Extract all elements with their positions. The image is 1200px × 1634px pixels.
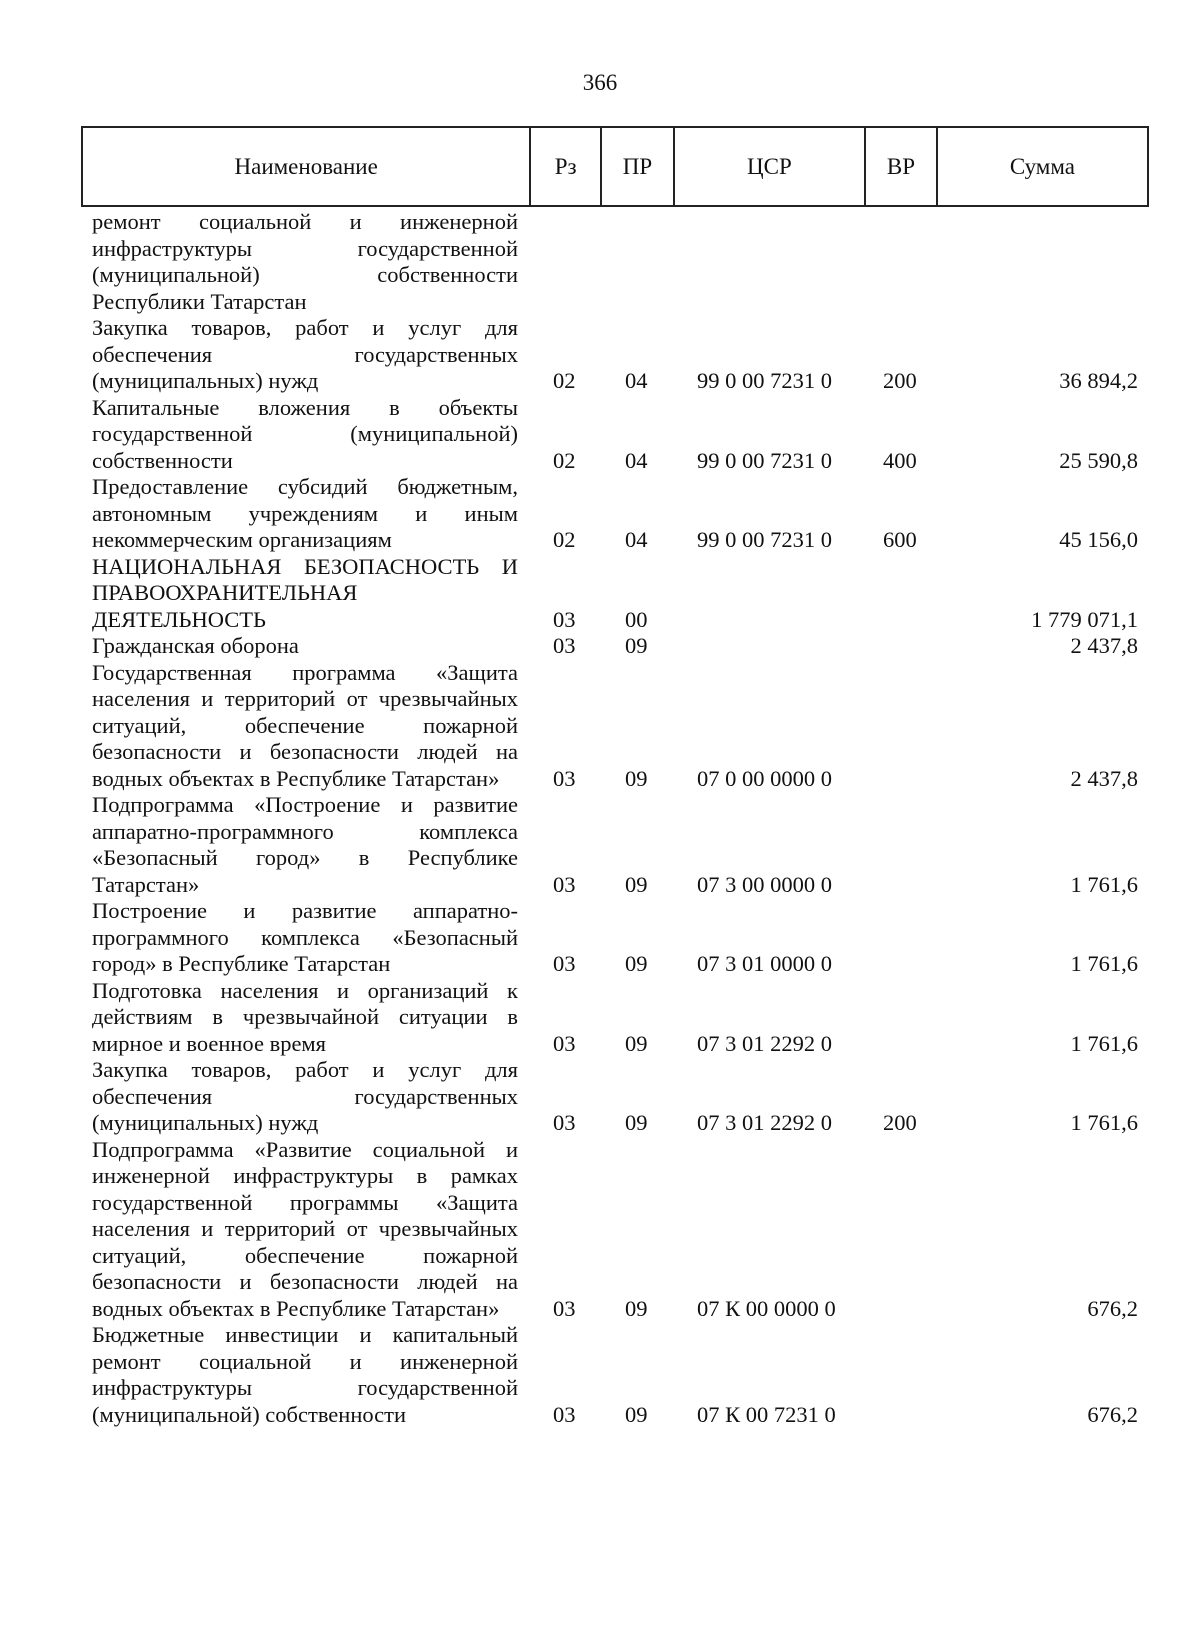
row-sum: 2 437,8 bbox=[1070, 765, 1138, 791]
row-pr: 09 bbox=[625, 871, 648, 897]
row-rz: 03 bbox=[553, 633, 576, 658]
row-sum: 1 761,6 bbox=[1070, 1110, 1138, 1135]
row-vr: 400 bbox=[883, 447, 917, 473]
page-number: 366 bbox=[582, 70, 618, 95]
row-pr: 09 bbox=[625, 633, 648, 658]
row-sum: 2 437,8 bbox=[1070, 633, 1138, 658]
row-name: Подпрограмма «Построение и развитие аппаратно-программного комплекса «Безопасный город» в Республике Татарстан» bbox=[92, 792, 518, 897]
row-sum: 1 761,6 bbox=[1070, 1030, 1138, 1056]
table-row bbox=[0, 1322, 1200, 1428]
row-pr: 04 bbox=[625, 447, 648, 473]
table-row bbox=[0, 315, 1200, 395]
header-rz: Рз bbox=[531, 128, 602, 205]
row-csr: 99 0 00 7231 0 bbox=[697, 368, 832, 393]
table-row bbox=[0, 474, 1200, 554]
row-sum: 676,2 bbox=[1087, 1295, 1138, 1321]
row-pr: 04 bbox=[625, 527, 648, 552]
row-name: ремонт социальной и инженерной инфраструктуры государственной (муниципальной) собственности Республики Татарстан bbox=[92, 209, 518, 314]
row-sum: 1 761,6 bbox=[1070, 951, 1138, 976]
row-name: Государственная программа «Защита населения и территорий от чрезвычайных ситуаций, обеспечение пожарной безопасности и безопасности людей на водных объектах в Республике Татарстан» bbox=[92, 659, 518, 791]
row-name: Капитальные вложения в объекты государственной (муниципальной) собственности bbox=[92, 394, 518, 473]
row-name: Подготовка населения и организаций к действиям в чрезвычайной ситуации в мирное и военное время bbox=[92, 977, 518, 1056]
row-sum: 25 590,8 bbox=[1059, 447, 1138, 473]
table-header bbox=[81, 126, 1149, 207]
row-vr: 200 bbox=[883, 368, 917, 393]
row-pr: 00 bbox=[625, 606, 648, 632]
row-rz: 03 bbox=[553, 606, 576, 632]
row-rz: 03 bbox=[553, 1295, 576, 1321]
row-pr: 09 bbox=[625, 1110, 648, 1135]
row-sum: 1 779 071,1 bbox=[1031, 606, 1138, 632]
row-sum: 36 894,2 bbox=[1059, 368, 1138, 393]
table-row bbox=[0, 633, 1200, 660]
row-pr: 09 bbox=[625, 1295, 648, 1321]
row-name: Построение и развитие аппаратно-программного комплекса «Безопасный город» в Республике Татарстан bbox=[92, 898, 518, 976]
row-pr: 09 bbox=[625, 951, 648, 976]
row-name: Закупка товаров, работ и услуг для обеспечения государственных (муниципальных) нужд bbox=[92, 1057, 518, 1135]
row-name: Предоставление субсидий бюджетным, автономным учреждениям и иным некоммерческим организациям bbox=[92, 474, 518, 552]
row-rz: 03 bbox=[553, 765, 576, 791]
row-csr: 07 3 01 2292 0 bbox=[697, 1110, 832, 1135]
table-row bbox=[0, 660, 1200, 793]
header-pr: ПР bbox=[602, 128, 675, 205]
row-csr: 07 К 00 7231 0 bbox=[697, 1401, 836, 1427]
row-name: Закупка товаров, работ и услуг для обеспечения государственных (муниципальных) нужд bbox=[92, 315, 518, 393]
row-rz: 02 bbox=[553, 368, 576, 393]
row-name: НАЦИОНАЛЬНАЯ БЕЗОПАСНОСТЬ И ПРАВООХРАНИТЕЛЬНАЯ ДЕЯТЕЛЬНОСТЬ bbox=[92, 553, 518, 632]
row-rz: 03 bbox=[553, 951, 576, 976]
header-name: Наименование bbox=[83, 128, 531, 205]
row-pr: 04 bbox=[625, 368, 648, 393]
row-name: Бюджетные инвестиции и капитальный ремонт социальной и инженерной инфраструктуры государственной (муниципальной) собственности bbox=[92, 1322, 518, 1427]
row-pr: 09 bbox=[625, 765, 648, 791]
row-name: Гражданская оборона bbox=[92, 633, 299, 658]
table-row bbox=[0, 554, 1200, 634]
header-csr: ЦСР bbox=[675, 128, 866, 205]
row-csr: 99 0 00 7231 0 bbox=[697, 447, 832, 473]
row-pr: 09 bbox=[625, 1401, 648, 1427]
row-vr: 200 bbox=[883, 1110, 917, 1135]
row-rz: 03 bbox=[553, 1401, 576, 1427]
row-csr: 07 0 00 0000 0 bbox=[697, 765, 832, 791]
row-sum: 676,2 bbox=[1087, 1401, 1138, 1427]
row-pr: 09 bbox=[625, 1030, 648, 1056]
table-row bbox=[0, 1057, 1200, 1137]
row-sum: 45 156,0 bbox=[1059, 527, 1138, 552]
header-vr: ВР bbox=[866, 128, 938, 205]
row-csr: 07 3 01 0000 0 bbox=[697, 951, 832, 976]
row-name: Подпрограмма «Развитие социальной и инженерной инфраструктуры в рамках государственной программы «Защита населения и территорий от чрезвычайных ситуаций, обеспечение пожарной безопасности и безопасности людей на водных объектах в Республике Татарстан» bbox=[92, 1136, 518, 1321]
table-row bbox=[0, 978, 1200, 1058]
row-rz: 02 bbox=[553, 447, 576, 473]
row-csr: 07 3 00 0000 0 bbox=[697, 871, 832, 897]
row-rz: 02 bbox=[553, 527, 576, 552]
row-vr: 600 bbox=[883, 527, 917, 552]
header-sum: Сумма bbox=[1009, 153, 1075, 179]
row-csr: 99 0 00 7231 0 bbox=[697, 527, 832, 552]
row-rz: 03 bbox=[553, 871, 576, 897]
table-row bbox=[0, 898, 1200, 978]
table-row bbox=[0, 1137, 1200, 1323]
table-row bbox=[0, 395, 1200, 475]
row-rz: 03 bbox=[553, 1030, 576, 1056]
row-csr: 07 К 00 0000 0 bbox=[697, 1295, 836, 1321]
row-csr: 07 3 01 2292 0 bbox=[697, 1030, 832, 1056]
table-row bbox=[0, 792, 1200, 898]
row-rz: 03 bbox=[553, 1110, 576, 1135]
table-body bbox=[0, 209, 1200, 1428]
table-row bbox=[0, 209, 1200, 315]
row-sum: 1 761,6 bbox=[1070, 871, 1138, 897]
